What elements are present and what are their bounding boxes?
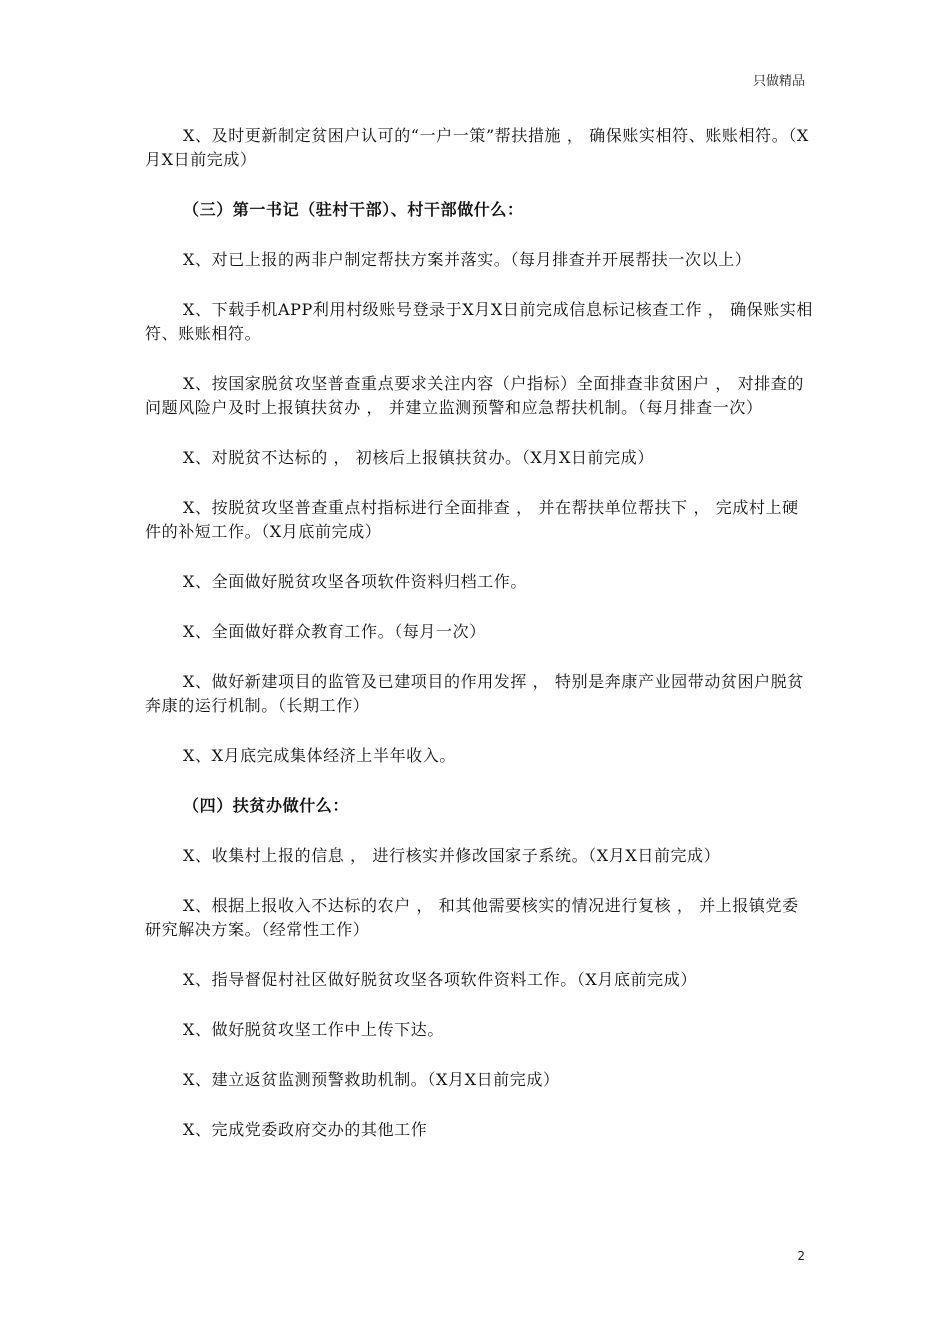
paragraph-8: X、全面做好群众教育工作。（每月一次） [183,622,486,641]
paragraph-10: X、X月底完成集体经济上半年收入。 [183,746,456,765]
paragraph-11: X、收集村上报的信息 ， 进行核实并修改国家子系统。（X月X日前完成） [183,846,721,865]
paragraph-9: X、做好新建项目的监管及已建项目的作用发挥 ， 特别是奔康产业园带动贫困户脱贫奔康的运行机制。（长期工作） [145,672,804,715]
section-heading-4: （四）扶贫办做什么： [183,796,350,815]
paragraph-7: X、全面做好脱贫攻坚各项软件资料归档工作。 [183,572,527,591]
paragraph-1: X、及时更新制定贫困户认可的“一户一策”帮扶措施 ， 确保账实相符、账账相符。（X月X日前完成） [145,126,809,169]
paragraph-13: X、指导督促村社区做好脱贫攻坚各项软件资料工作。（X月底前完成） [183,970,697,989]
paragraph-15: X、建立返贫监测预警救助机制。（X月X日前完成） [183,1070,560,1089]
paragraph-4: X、按国家脱贫攻坚普查重点要求关注内容（户指标）全面排查非贫困户 ， 对排查的问题风险户及时上报镇扶贫办 ， 并建立监测预警和应急帮扶机制。（每月排查一次） [145,374,804,417]
document-body [145,124,815,1168]
header-tag: 只做精品 [752,74,805,89]
paragraph-16: X、完成党委政府交办的其他工作 [183,1120,428,1139]
paragraph-6: X、按脱贫攻坚普查重点村指标进行全面排查 ， 并在帮扶单位帮扶下 ， 完成村上硬件的补短工作。（X月底前完成） [145,498,799,541]
paragraph-5: X、对脱贫不达标的 ， 初核后上报镇扶贫办。（X月X日前完成） [183,448,654,467]
paragraph-2: X、对已上报的两非户制定帮扶方案并落实。（每月排查并开展帮扶一次以上） [183,250,752,269]
paragraph-12: X、根据上报收入不达标的农户 ， 和其他需要核实的情况进行复核 ， 并上报镇党委研究解决方案。（经常性工作） [145,896,799,939]
paragraph-3: X、下载手机APP利用村级账号登录于X月X日前完成信息标记核查工作 ， 确保账实相符、账账相符。 [145,300,814,343]
page-number: 2 [797,1249,805,1263]
paragraph-14: X、做好脱贫攻坚工作中上传下达。 [183,1020,444,1039]
section-heading-3: （三）第一书记（驻村干部）、村干部做什么： [183,200,524,219]
